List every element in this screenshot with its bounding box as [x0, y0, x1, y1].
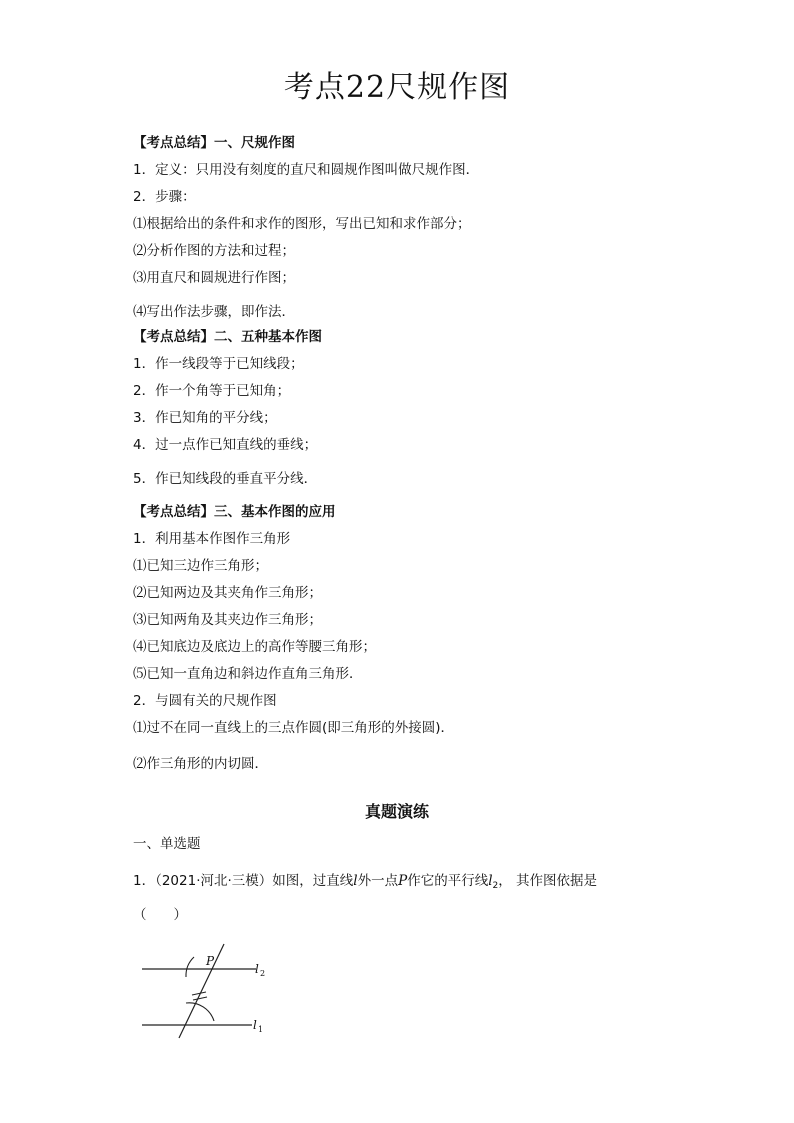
arc-upper-angle: [186, 957, 194, 977]
section3-b-1: ⑴过不在同一直线上的三点作圆(即三角形的外接圆)．: [133, 720, 455, 736]
page-title: 考点22尺规作图: [283, 70, 511, 105]
question-type-label: 一、单选题: [133, 836, 201, 852]
label-l2: l: [255, 962, 259, 976]
section3-a-1: ⑴已知三边作三角形；: [133, 558, 268, 574]
question-1-line-l2-sub: 2: [492, 881, 499, 891]
section1-definition: 1．定义：只用没有刻度的直尺和圆规作图叫做尺规作图．: [133, 162, 480, 178]
section3-a-5: ⑸已知一直角边和斜边作直角三角形．: [133, 666, 363, 682]
question-1-mid2: 作它的平行线: [407, 873, 489, 889]
section3-a-4: ⑷已知底边及底边上的高作等腰三角形；: [133, 639, 376, 655]
section2-item-1: 1．作一线段等于已知线段；: [133, 356, 304, 372]
section3-a-3: ⑶已知两角及其夹边作三角形；: [133, 612, 322, 628]
arc-mark-2: [193, 997, 207, 1000]
section3-sub-2: 2．与圆有关的尺规作图: [133, 693, 277, 709]
section2-item-3: 3．作已知角的平分线；: [133, 410, 277, 426]
practice-heading: 真题演练: [364, 802, 429, 821]
parallel-construction-figure: [138, 940, 288, 1050]
section1-step-1: ⑴根据给出的条件和求作的图形，写出已知和求作部分；: [133, 216, 471, 232]
label-l1: l: [253, 1018, 257, 1032]
section3-b-2: ⑵作三角形的内切圆．: [133, 756, 268, 772]
label-p: P: [206, 954, 215, 968]
section3-a-2: ⑵已知两边及其夹角作三角形；: [133, 585, 322, 601]
section2-item-4: 4．过一点作已知直线的垂线；: [133, 437, 318, 453]
question-1-suffix: ， 其作图依据是: [498, 873, 598, 889]
question-1-prefix: 1．（2021·河北·三模）如图，过直线: [133, 873, 354, 889]
question-1-answer-blank: （ ）: [133, 907, 187, 923]
arc-mark-1: [192, 992, 206, 995]
transversal-line: [179, 944, 224, 1038]
label-l1-sub: 1: [258, 1025, 264, 1034]
question-1-line-l: l: [353, 873, 358, 889]
section1-step-4: ⑷写出作法步骤，即作法．: [133, 304, 295, 320]
question-1-text: [133, 872, 597, 895]
section3-heading: 【考点总结】三、基本作图的应用: [133, 504, 336, 520]
section2-heading: 【考点总结】二、五种基本作图: [133, 329, 322, 345]
section1-heading: 【考点总结】一、尺规作图: [133, 135, 295, 151]
section1-steps-label: 2．步骤：: [133, 189, 196, 205]
section1-step-3: ⑶用直尺和圆规进行作图；: [133, 270, 295, 286]
label-l2-sub: 2: [260, 969, 266, 978]
question-1-line-l2: l: [488, 873, 493, 889]
section1-step-2: ⑵分析作图的方法和过程；: [133, 243, 295, 259]
arc-lower-angle: [186, 1003, 214, 1021]
section2-item-2: 2．作一个角等于已知角；: [133, 383, 291, 399]
section2-item-5: 5．作已知线段的垂直平分线．: [133, 471, 318, 487]
question-1-mid1: 外一点: [357, 873, 399, 889]
section3-sub-1: 1．利用基本作图作三角形: [133, 531, 291, 547]
question-1-point-p: P: [398, 873, 408, 889]
